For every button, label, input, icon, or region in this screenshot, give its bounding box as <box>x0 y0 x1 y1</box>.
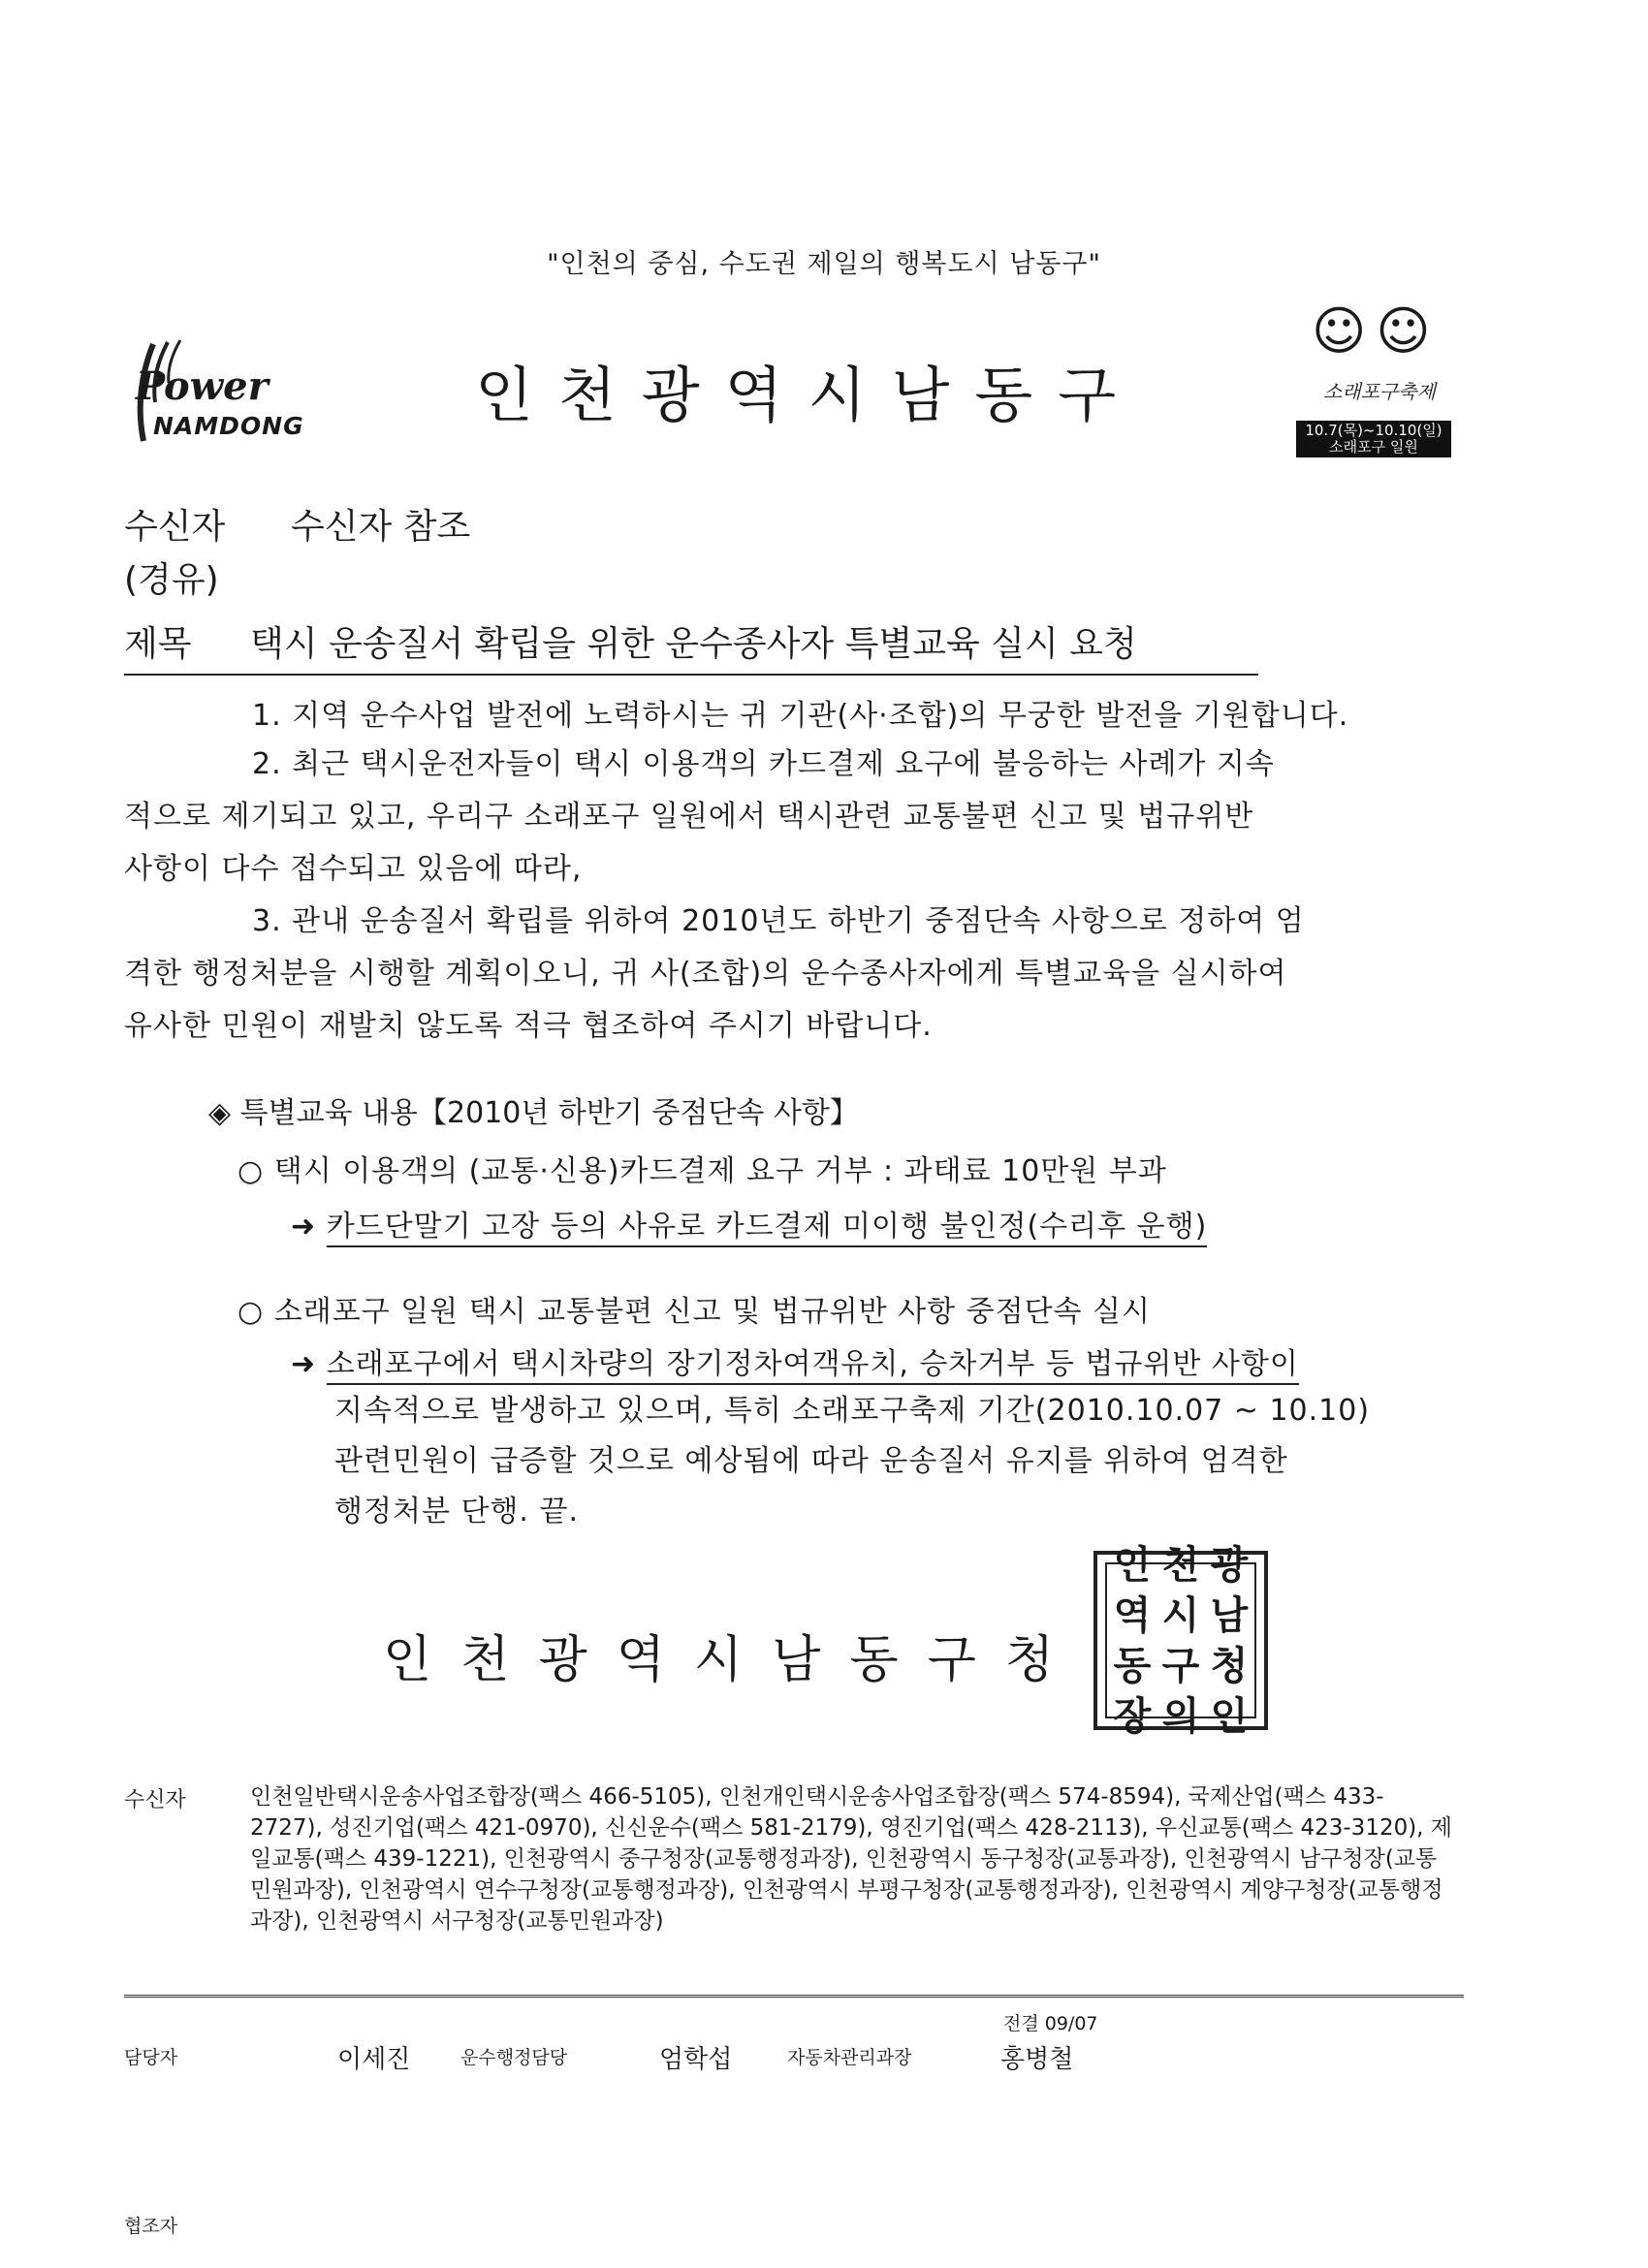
seal-char: 장 <box>1113 1693 1152 1739</box>
circle-bullet-icon: ○ <box>238 1295 265 1329</box>
section-label: 자동차관리과장 <box>787 2047 912 2068</box>
recipients-list-label: 수신자 <box>124 1788 186 1812</box>
edu-item-2-detail-3: 관련민원이 급증할 것으로 예상됨에 따라 운송질서 유지를 위하여 엄격한 <box>334 1444 1288 1478</box>
sender-name: 인천광역시남동구청 <box>383 1631 1084 1689</box>
festival-place: 소래포구 일원 <box>1329 438 1418 456</box>
recipients-list-text: 인천일반택시운송사업조합장(팩스 466-5105), 인천개인택시운송사업조합장(팩스 574-8594), 국제산업(팩스 433-2727), 성진기업(팩스 421-0970), 신신운수(팩스 581-2179), 영진기업(팩스 428-2113), 우신교통(팩스 423-3120), 제일교통(팩스 439-1221), 인천광역시 중구청장(교통행정과장), 인천광역시 동구청장(교통과장), 인천광역시 남구청장(교통민원과장), 인천광역시 연수구청장(교통행정과장), 인천광역시 부평구청장(교통행정과장), 인천광역시 계양구청장(교통행정과장), 인천광역시 서구청장(교통민원과장) <box>250 1784 1453 1934</box>
seal-char: 인 <box>1113 1542 1152 1588</box>
paragraph-2-line-3: 사항이 다수 접수되고 있음에 따라, <box>124 852 583 886</box>
recipient-value: 수신자 참조 <box>291 507 471 547</box>
diamond-icon: ◈ <box>208 1096 232 1130</box>
org-title: 인천광역시남동구 <box>475 360 1142 430</box>
seal-char: 청 <box>1210 1643 1249 1688</box>
edu-item-2-detail-1-text: 소래포구에서 택시차량의 장기정차여객유치, 승차거부 등 법규위반 사항이 <box>327 1347 1299 1385</box>
edu-item-2-text: 소래포구 일원 택시 교통불편 신고 및 법규위반 사항 중점단속 실시 <box>273 1295 1152 1329</box>
paragraph-3-line-2: 격한 행정처분을 시행할 계획이오니, 귀 사(조합)의 운수종사자에게 특별교육을 실시하여 <box>124 957 1287 991</box>
official-seal <box>1093 1542 1268 1739</box>
arrow-icon: ➜ <box>291 1347 317 1381</box>
edu-item-1-text: 택시 이용객의 (교통·신용)카드결제 요구 거부 : 과태료 10만원 부과 <box>273 1154 1167 1188</box>
paragraph-2-line-1: 2. 최근 택시운전자들이 택시 이용객의 카드결제 요구에 불응하는 사례가 지속 <box>252 747 1275 781</box>
footer-divider <box>124 1995 1464 1998</box>
recipient-label: 수신자 <box>124 507 226 547</box>
seal-char: 의 <box>1161 1693 1200 1739</box>
paragraph-3-line-1: 3. 관내 운송질서 확립를 위하여 2010년도 하반기 중점단속 사항으로 정하여 엄 <box>252 904 1305 938</box>
mascot-icon: ☺☺ <box>1312 300 1441 362</box>
subject-row <box>124 616 1258 676</box>
seal-grid <box>1105 1542 1256 1739</box>
logo-namdong-text: NAMDONG <box>153 412 304 440</box>
edu-item-2-detail-2: 지속적으로 발생하고 있으며, 특히 소래포구축제 기간(2010.10.07 ~ 10.10) <box>334 1394 1371 1428</box>
seal-char: 남 <box>1210 1592 1249 1638</box>
festival-emblem <box>1294 300 1459 456</box>
cooperator-label: 협조자 <box>124 2216 178 2237</box>
paragraph-1: 1. 지역 운수사업 발전에 노력하시는 귀 기관(사·조합)의 무궁한 발전을 기원합니다. <box>252 699 1349 733</box>
staff-label: 담당자 <box>124 2047 178 2068</box>
edu-item-2-detail-1 <box>291 1339 1299 1382</box>
team-leader-name: 엄학섭 <box>659 2045 733 2074</box>
arrow-icon: ➜ <box>291 1210 317 1244</box>
seal-char: 구 <box>1161 1643 1200 1688</box>
slogan: "인천의 중심, 수도권 제일의 행복도시 남동구" <box>547 249 1101 279</box>
education-heading <box>208 1088 859 1131</box>
logo-power-text: Power <box>136 363 269 409</box>
staff-name: 이세진 <box>337 2045 411 2074</box>
festival-name: 소래포구축제 <box>1323 380 1436 403</box>
paragraph-3-line-3: 유사한 민원이 재발치 않도록 적극 협조하여 주시기 바랍니다. <box>124 1009 933 1043</box>
seal-char: 역 <box>1113 1592 1152 1638</box>
power-namdong-logo <box>124 334 304 451</box>
via-label: (경유) <box>124 560 219 600</box>
subject-value: 택시 운송질서 확립을 위한 운수종사자 특별교육 실시 요청 <box>250 624 1137 664</box>
edu-item-1-detail-text: 카드단말기 고장 등의 사유로 카드결제 미이행 불인정(수리후 운행) <box>327 1210 1208 1247</box>
seal-char: 인 <box>1210 1693 1249 1739</box>
edu-item-1-title <box>238 1147 1167 1189</box>
team-label: 운수행정담당 <box>460 2047 568 2068</box>
seal-char: 시 <box>1161 1592 1200 1638</box>
education-heading-text: 특별교육 내용【2010년 하반기 중점단속 사항】 <box>239 1096 859 1130</box>
festival-banner <box>1296 421 1451 457</box>
seal-char: 광 <box>1210 1542 1249 1588</box>
edu-item-2-detail-4: 행정처분 단행. 끝. <box>334 1495 580 1528</box>
approval-date-note: 전결 09/07 <box>1003 2013 1098 2034</box>
edu-item-2-title <box>238 1287 1151 1330</box>
paragraph-2-line-2: 적으로 제기되고 있고, 우리구 소래포구 일원에서 택시관련 교통불편 신고 및 법규위반 <box>124 800 1254 834</box>
festival-date: 10.7(목)~10.10(일) <box>1305 422 1442 439</box>
seal-char: 천 <box>1161 1542 1200 1588</box>
circle-bullet-icon: ○ <box>238 1154 265 1188</box>
section-chief-name: 홍병철 <box>1000 2045 1074 2074</box>
seal-char: 동 <box>1113 1643 1152 1688</box>
edu-item-1-detail <box>291 1202 1207 1244</box>
subject-label: 제목 <box>124 624 192 664</box>
